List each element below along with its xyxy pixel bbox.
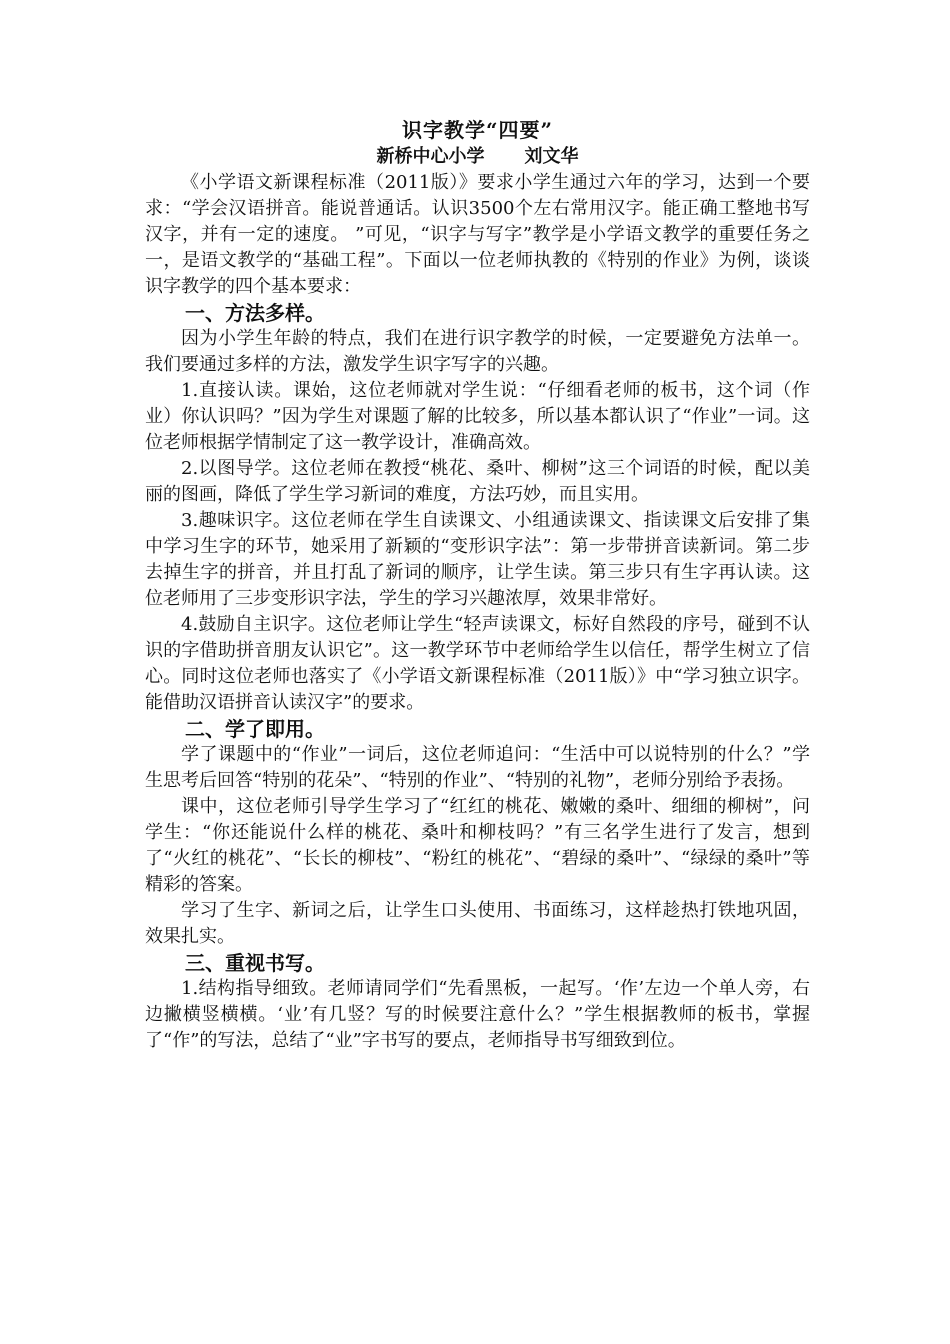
document-title: 识字教学“四要” (401, 118, 553, 142)
section-heading: 一、方法多样。 (185, 301, 325, 325)
paragraph: 2.以图导学。这位老师在教授“桃花、桑叶、柳树”这三个词语的时候，配以美丽的图画，降低了学生学习新词的难度，方法巧妙，而且实用。 (145, 458, 810, 505)
paragraph: 课中，这位老师引导学生学习了“红红的桃花、嫩嫩的桑叶、细细的柳树”，问学生：“你还能说什么样的桃花、桑叶和柳枝吗？”有三名学生进行了发言，想到了“火红的桃花”、“长长的柳枝”、“粉红的桃花”、“碧绿的桑叶”、“绿绿的桑叶”等精彩的答案。 (145, 796, 810, 895)
paragraph: 3.趣味识字。这位老师在学生自读课文、小组通读课文、指读课文后安排了集中学习生字的环节，她采用了新颖的“变形识字法”：第一步带拼音读新词。第二步去掉生字的拼音，并且打乱了新词的顺序，让学生读。第三步只有生字再认读。这位老师用了三步变形识字法，学生的学习兴趣浓厚，效果非常好。 (145, 510, 810, 609)
section-heading: 三、重视书写。 (185, 951, 325, 975)
section-heading: 二、学了即用。 (185, 717, 325, 741)
paragraph: 因为小学生年龄的特点，我们在进行识字教学的时候，一定要避免方法单一。我们要通过多样的方法，激发学生识字写字的兴趣。 (145, 328, 810, 375)
author-line (145, 144, 810, 170)
paragraph: 4.鼓励自主识字。这位老师让学生“轻声读课文，标好自然段的序号，碰到不认识的字借助拼音朋友认识它”。这一教学环节中老师给学生以信任，帮学生树立了信心。同时这位老师也落实了《小学语文新课程标准（2011版）》中“学习独立识字。能借助汉语拼音认读汉字”的要求。 (145, 614, 810, 713)
author-school: 新桥中心小学 (376, 146, 485, 167)
paragraph: 学了课题中的“作业”一词后，这位老师追问：“生活中可以说特别的什么？”学生思考后回答“特别的花朵”、“特别的作业”、“特别的礼物”，老师分别给予表扬。 (145, 744, 810, 791)
document-page (145, 116, 810, 1054)
paragraph: 1.结构指导细致。老师请同学们“先看黑板，一起写。‘作’左边一个单人旁，右边撇横竖横横。‘业’有几竖？写的时候要注意什么？”学生根据教师的板书，掌握了“作”的写法，总结了“业”字书写的要点，老师指导书写细致到位。 (145, 978, 810, 1051)
paragraph: 学习了生字、新词之后，让学生口头使用、书面练习，这样趁热打铁地巩固，效果扎实。 (145, 900, 810, 947)
section-1 (145, 300, 810, 716)
section-3 (145, 950, 810, 1054)
section-2 (145, 716, 810, 950)
author-name: 刘文华 (524, 146, 579, 167)
paragraph: 1.直接认读。课始，这位老师就对学生说：“仔细看老师的板书，这个词（作业）你认识吗？”因为学生对课题了解的比较多，所以基本都认识了“作业”一词。这位老师根据学情制定了这一教学设计，准确高效。 (145, 380, 810, 453)
intro-paragraph: 《小学语文新课程标准（2011版）》要求小学生通过六年的学习，达到一个要求：“学会汉语拼音。能说普通话。认识3500个左右常用汉字。能正确工整地书写汉字，并有一定的速度。 ”可见，“识字与写字”教学是小学语文教学的重要任务之一，是语文教学的“基础工程”。下面以一位老师执教的《特别的作业》为例，谈谈识字教学的四个基本要求： (145, 172, 810, 297)
